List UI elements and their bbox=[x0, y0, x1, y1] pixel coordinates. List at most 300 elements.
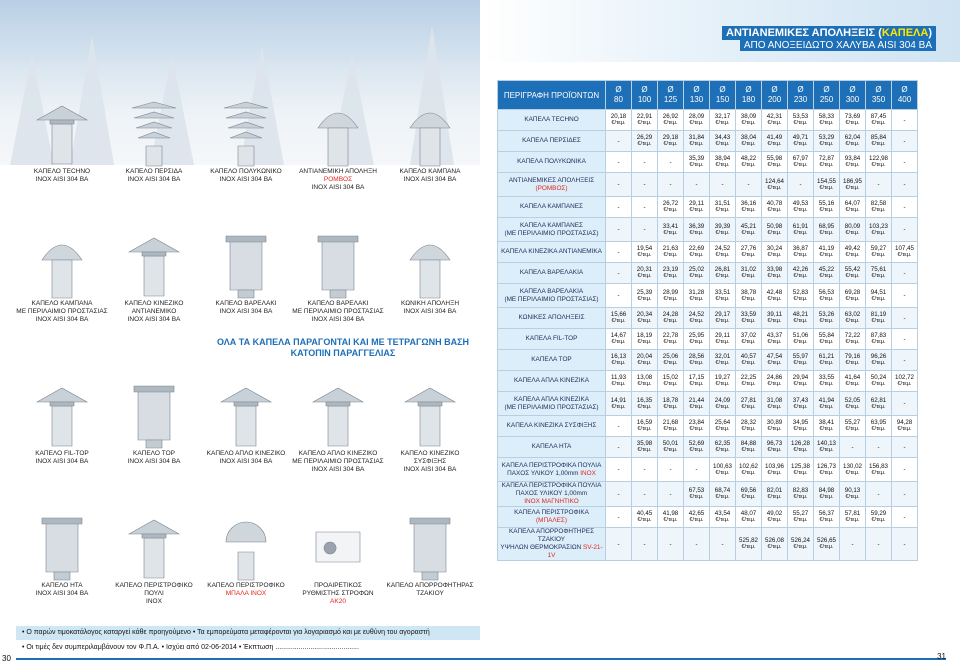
price-value: 53,29 bbox=[818, 134, 835, 141]
price-unit: €/τεμ. bbox=[793, 494, 808, 500]
price-unit: €/τεμ. bbox=[611, 120, 626, 126]
price-value: 64,07 bbox=[844, 200, 861, 207]
price-value: - bbox=[903, 513, 906, 521]
price-unit: €/τεμ. bbox=[741, 544, 756, 550]
price-unit: €/τεμ. bbox=[871, 339, 886, 345]
price-cell bbox=[866, 392, 892, 416]
price-cell bbox=[866, 507, 892, 528]
price-unit: €/τεμ. bbox=[767, 141, 782, 147]
price-unit: €/τεμ. bbox=[897, 426, 912, 432]
price-value: 52,83 bbox=[792, 288, 809, 296]
price-cell bbox=[866, 371, 892, 392]
product-image bbox=[124, 230, 184, 300]
price-cell bbox=[892, 458, 918, 482]
price-value: 22,69 bbox=[688, 245, 705, 252]
price-value: 55,27 bbox=[844, 419, 861, 426]
price-unit: €/τεμ. bbox=[741, 229, 756, 236]
price-value: 55,16 bbox=[818, 200, 835, 207]
price-cell bbox=[892, 218, 918, 242]
price-value: 49,42 bbox=[844, 245, 861, 252]
price-cell bbox=[788, 392, 814, 416]
price-unit: €/τεμ. bbox=[715, 229, 730, 236]
price-value: 32,17 bbox=[714, 113, 731, 120]
price-value: 103,23 bbox=[869, 222, 888, 230]
price-unit: €/τεμ. bbox=[871, 426, 886, 432]
price-cell bbox=[736, 392, 762, 416]
price-cell bbox=[892, 392, 918, 416]
price-value: 23,19 bbox=[662, 266, 679, 273]
price-value: 87,83 bbox=[870, 332, 887, 339]
price-value: 102,72 bbox=[895, 374, 914, 381]
price-cell bbox=[788, 350, 814, 371]
price-cell bbox=[684, 308, 710, 329]
price-value: 22,78 bbox=[662, 332, 679, 339]
price-value: 21,68 bbox=[662, 419, 679, 426]
price-value: 186,95 bbox=[843, 177, 862, 185]
price-cell bbox=[840, 152, 866, 173]
product-image bbox=[308, 512, 368, 582]
price-cell bbox=[632, 458, 658, 482]
price-value: - bbox=[617, 422, 620, 430]
product-image bbox=[124, 98, 184, 168]
price-value: - bbox=[643, 226, 646, 233]
price-cell bbox=[892, 197, 918, 218]
price-value: 11,93 bbox=[610, 374, 627, 381]
price-cell bbox=[606, 482, 632, 507]
price-cell bbox=[684, 416, 710, 437]
product-name-line-2: (ΜΕ ΠΕΡΙΛΑΙΜΙΟ ΠΡΟΣΤΑΣΙΑΣ) bbox=[504, 229, 599, 237]
diameter-symbol: Ø bbox=[615, 85, 622, 94]
price-unit: €/τεμ. bbox=[637, 252, 652, 258]
price-value: - bbox=[643, 181, 646, 188]
price-unit: €/τεμ. bbox=[819, 295, 834, 302]
price-value: - bbox=[903, 540, 906, 548]
price-unit: €/τεμ. bbox=[689, 360, 704, 366]
price-cell bbox=[762, 131, 788, 152]
price-value: - bbox=[643, 490, 646, 498]
price-unit: €/τεμ. bbox=[871, 318, 886, 324]
price-value: 13,08 bbox=[636, 374, 653, 381]
price-cell bbox=[606, 308, 632, 329]
price-value: 68,95 bbox=[818, 222, 835, 230]
price-value: 79,16 bbox=[844, 353, 861, 360]
price-cell bbox=[762, 350, 788, 371]
price-value: 20,04 bbox=[636, 353, 653, 360]
product-label: ΚΑΠΕΛΟ ΒΑΡΕΛΑΚΙ bbox=[307, 300, 369, 307]
price-cell bbox=[684, 263, 710, 284]
price-unit: €/τεμ. bbox=[689, 229, 704, 236]
price-unit: €/τεμ. bbox=[715, 273, 730, 279]
product-image bbox=[124, 380, 184, 450]
price-cell bbox=[814, 308, 840, 329]
price-unit: €/τεμ. bbox=[663, 273, 678, 279]
price-cell bbox=[632, 437, 658, 458]
price-value: - bbox=[617, 292, 620, 299]
price-value: 23,84 bbox=[688, 419, 705, 426]
price-value: 28,99 bbox=[662, 288, 679, 296]
price-cell bbox=[840, 242, 866, 263]
product-name-line-2: ΠΑΧΟΣ ΥΛΙΚΟΥ 1,00mm bbox=[515, 490, 588, 497]
price-value: 37,02 bbox=[740, 332, 757, 339]
price-unit: €/τεμ. bbox=[819, 252, 834, 258]
price-cell bbox=[866, 173, 892, 197]
price-value: 68,74 bbox=[714, 487, 731, 494]
price-cell bbox=[606, 416, 632, 437]
price-value: 22,25 bbox=[740, 374, 757, 381]
product-label-2: ΜΕ ΠΕΡΙΛΑΙΜΙΟ ΠΡΟΣΤΑΣΙΑΣ bbox=[292, 308, 384, 315]
price-value: 28,56 bbox=[688, 353, 705, 360]
price-cell bbox=[788, 263, 814, 284]
price-cell bbox=[814, 173, 840, 197]
price-value: 62,81 bbox=[870, 396, 887, 404]
product-name: ΚΑΠΕΛΑ ΒΑΡΕΛΑΚΙΑ bbox=[519, 269, 584, 276]
diameter-value: 130 bbox=[689, 95, 704, 104]
price-value: - bbox=[695, 540, 698, 548]
price-unit: €/τεμ. bbox=[663, 141, 678, 147]
price-cell bbox=[814, 528, 840, 561]
price-cell bbox=[840, 507, 866, 528]
diameter-value: 80 bbox=[614, 95, 623, 104]
price-value: 94,28 bbox=[896, 419, 913, 426]
price-value: 45,22 bbox=[818, 266, 835, 273]
price-value: 33,59 bbox=[740, 311, 757, 318]
price-value: 19,54 bbox=[636, 245, 653, 252]
product-name-cell bbox=[498, 110, 606, 131]
price-unit: €/τεμ. bbox=[767, 544, 782, 550]
price-cell bbox=[684, 329, 710, 350]
price-value: 38,78 bbox=[740, 288, 757, 296]
price-value: 50,98 bbox=[766, 222, 783, 230]
price-unit: €/τεμ. bbox=[793, 207, 808, 213]
price-value: 29,11 bbox=[714, 332, 731, 339]
price-unit: €/τεμ. bbox=[819, 120, 834, 126]
price-unit: €/τεμ. bbox=[767, 447, 782, 453]
price-cell bbox=[606, 392, 632, 416]
price-unit: €/τεμ. bbox=[767, 517, 782, 523]
column-header-diameter bbox=[710, 81, 736, 110]
diameter-value: 300 bbox=[845, 95, 860, 104]
price-value: 38,09 bbox=[740, 113, 757, 120]
title-highlight: ΚΑΠΕΛΑ bbox=[881, 27, 929, 39]
price-cell bbox=[736, 263, 762, 284]
price-value: 16,59 bbox=[636, 419, 653, 426]
price-value: 15,66 bbox=[610, 311, 627, 318]
price-unit: €/τεμ. bbox=[741, 273, 756, 279]
price-unit: €/τεμ. bbox=[715, 426, 730, 432]
price-cell bbox=[606, 437, 632, 458]
product-name-cell bbox=[498, 482, 606, 507]
price-unit: €/τεμ. bbox=[689, 339, 704, 345]
price-cell bbox=[710, 263, 736, 284]
price-unit: €/τεμ. bbox=[819, 162, 834, 168]
diameter-value: 150 bbox=[715, 95, 730, 104]
price-cell bbox=[684, 197, 710, 218]
price-value: - bbox=[617, 248, 620, 256]
price-cell bbox=[788, 482, 814, 507]
price-value: 61,21 bbox=[818, 353, 835, 360]
price-unit: €/τεμ. bbox=[871, 252, 886, 258]
price-value: 72,87 bbox=[818, 155, 835, 162]
price-unit: €/τεμ. bbox=[819, 360, 834, 366]
table-row bbox=[498, 308, 918, 329]
price-value: - bbox=[617, 226, 620, 233]
price-cell bbox=[892, 416, 918, 437]
price-cell bbox=[632, 263, 658, 284]
product-material: INOX AISI 304 BA bbox=[35, 590, 89, 597]
column-header-diameter bbox=[788, 81, 814, 110]
price-unit: €/τεμ. bbox=[611, 339, 626, 345]
product-item bbox=[290, 230, 386, 324]
price-cell bbox=[814, 218, 840, 242]
price-cell bbox=[736, 458, 762, 482]
product-label: ΚΑΠΕΛΟ ΑΠΟΡΡΟΦΗΤΗΡΑΣ bbox=[386, 582, 474, 589]
price-value: 25,95 bbox=[688, 332, 705, 339]
price-unit: €/τεμ. bbox=[845, 141, 860, 147]
price-cell bbox=[762, 284, 788, 308]
column-header-diameter bbox=[892, 81, 918, 110]
price-cell bbox=[632, 507, 658, 528]
price-cell bbox=[710, 458, 736, 482]
price-cell bbox=[710, 284, 736, 308]
price-unit: €/τεμ. bbox=[819, 273, 834, 279]
price-cell bbox=[840, 218, 866, 242]
bottom-rule bbox=[16, 658, 480, 660]
price-value: - bbox=[669, 466, 672, 473]
price-unit: €/τεμ. bbox=[637, 360, 652, 366]
price-unit: €/τεμ. bbox=[793, 517, 808, 523]
price-value: 47,54 bbox=[766, 353, 783, 360]
price-value: 41,94 bbox=[818, 396, 835, 404]
price-cell bbox=[710, 507, 736, 528]
price-cell bbox=[762, 242, 788, 263]
table-row bbox=[498, 392, 918, 416]
price-value: 39,11 bbox=[766, 311, 783, 318]
price-value: 26,92 bbox=[662, 113, 679, 120]
footer bbox=[0, 622, 480, 667]
product-name: ΑΝΤΙΑΝΕΜΙΚΕΣ ΑΠΟΛΗΞΕΙΣ bbox=[508, 176, 595, 184]
price-unit: €/τεμ. bbox=[819, 494, 834, 500]
table-row bbox=[498, 507, 918, 528]
product-name-line-2: (ΜΕ ΠΕΡΙΛΑΙΜΙΟ ΠΡΟΣΤΑΣΙΑΣ) bbox=[504, 295, 599, 303]
product-name: ΚΑΠΕΛΑ ΗΤΑ bbox=[531, 443, 572, 450]
price-cell bbox=[788, 152, 814, 173]
table-row bbox=[498, 152, 918, 173]
price-unit: €/τεμ. bbox=[637, 318, 652, 324]
price-unit: €/τεμ. bbox=[767, 252, 782, 258]
price-value: 69,56 bbox=[740, 487, 757, 494]
price-cell bbox=[762, 110, 788, 131]
price-unit: €/τεμ. bbox=[715, 381, 730, 387]
price-cell bbox=[866, 284, 892, 308]
product-name: ΚΑΠΕΛΑ ΑΠΛΑ ΚΙΝΕΖΙΚΑ bbox=[514, 395, 589, 403]
price-value: 40,45 bbox=[636, 510, 653, 517]
product-material: INOX AISI 304 BA bbox=[403, 308, 457, 315]
price-unit: €/τεμ. bbox=[845, 360, 860, 366]
diameter-symbol: Ø bbox=[771, 85, 778, 94]
price-cell bbox=[684, 284, 710, 308]
price-cell bbox=[658, 197, 684, 218]
price-value: 42,65 bbox=[688, 510, 705, 517]
price-unit: €/τεμ. bbox=[741, 494, 756, 500]
price-cell bbox=[788, 329, 814, 350]
price-value: 33,98 bbox=[766, 266, 783, 273]
price-cell bbox=[684, 131, 710, 152]
price-unit: €/τεμ. bbox=[689, 517, 704, 523]
price-cell bbox=[762, 392, 788, 416]
product-material: INOX AISI 304 BA bbox=[35, 176, 89, 183]
page-number: 31 bbox=[937, 652, 946, 661]
price-value: 21,44 bbox=[688, 396, 705, 404]
product-item bbox=[14, 230, 110, 324]
price-cell bbox=[788, 416, 814, 437]
price-cell bbox=[606, 458, 632, 482]
product-label-2: ΜΕ ΠΕΡΙΛΑΙΜΙΟ ΠΡΟΣΤΑΣΙΑΣ bbox=[292, 458, 384, 465]
price-value: 126,73 bbox=[817, 462, 836, 470]
product-label: ΚΑΠΕΛΟ ΠΕΡΙΣΤΡΟΦΙΚΟ bbox=[115, 582, 193, 589]
product-material: ΜΠΑΛΑ INOX bbox=[225, 590, 267, 597]
price-unit: €/τεμ. bbox=[871, 517, 886, 523]
price-value: 15,02 bbox=[662, 374, 679, 381]
price-cell bbox=[788, 242, 814, 263]
column-header-diameter bbox=[658, 81, 684, 110]
price-cell bbox=[684, 218, 710, 242]
price-cell bbox=[658, 110, 684, 131]
price-value: 29,94 bbox=[792, 374, 809, 381]
price-cell bbox=[684, 242, 710, 263]
product-material: INOX AISI 304 BA bbox=[311, 316, 365, 323]
price-value: 96,73 bbox=[766, 440, 783, 447]
product-item bbox=[14, 98, 110, 184]
price-unit: €/τεμ. bbox=[741, 207, 756, 213]
price-unit: €/τεμ. bbox=[793, 544, 808, 550]
product-material: INOX AISI 304 BA bbox=[311, 184, 365, 191]
price-unit: €/τεμ. bbox=[611, 360, 626, 366]
product-image bbox=[216, 98, 276, 168]
price-value: 62,35 bbox=[714, 440, 731, 447]
price-value: 36,16 bbox=[740, 200, 757, 207]
price-cell bbox=[606, 110, 632, 131]
price-cell bbox=[736, 329, 762, 350]
price-value: 126,28 bbox=[791, 440, 810, 447]
price-unit: €/τεμ. bbox=[715, 162, 730, 168]
price-cell bbox=[658, 482, 684, 507]
price-unit: €/τεμ. bbox=[871, 360, 886, 366]
title-suffix: ) bbox=[928, 27, 932, 39]
price-unit: €/τεμ. bbox=[845, 120, 860, 126]
price-cell bbox=[762, 437, 788, 458]
price-value: 41,98 bbox=[662, 510, 679, 517]
price-value: 25,06 bbox=[662, 353, 679, 360]
price-unit: €/τεμ. bbox=[715, 141, 730, 147]
price-cell bbox=[710, 392, 736, 416]
product-item bbox=[14, 512, 110, 598]
price-unit: €/τεμ. bbox=[845, 469, 860, 476]
price-table bbox=[497, 80, 918, 561]
product-name: ΚΩΝΙΚΕΣ ΑΠΟΛΗΞΕΙΣ bbox=[518, 314, 585, 321]
price-value: - bbox=[903, 158, 906, 166]
price-cell bbox=[658, 152, 684, 173]
page-title bbox=[722, 26, 936, 40]
product-label: ΚΑΠΕΛΟ ΠΕΡΙΣΤΡΟΦΙΚΟ bbox=[207, 582, 285, 589]
price-cell bbox=[684, 110, 710, 131]
price-cell bbox=[710, 242, 736, 263]
product-name-cell bbox=[498, 416, 606, 437]
price-value: 58,33 bbox=[818, 113, 835, 120]
price-cell bbox=[840, 416, 866, 437]
price-cell bbox=[866, 242, 892, 263]
price-unit: €/τεμ. bbox=[819, 426, 834, 432]
price-unit: €/τεμ. bbox=[871, 229, 886, 236]
price-value: 84,88 bbox=[740, 440, 757, 447]
price-cell bbox=[606, 197, 632, 218]
price-unit: €/τεμ. bbox=[793, 381, 808, 387]
price-cell bbox=[684, 152, 710, 173]
table-row bbox=[498, 242, 918, 263]
price-unit: €/τεμ. bbox=[871, 141, 886, 147]
price-value: 25,64 bbox=[714, 419, 731, 426]
price-cell bbox=[710, 371, 736, 392]
diameter-symbol: Ø bbox=[875, 85, 882, 94]
price-unit: €/τεμ. bbox=[663, 426, 678, 432]
price-value: 69,28 bbox=[844, 288, 861, 296]
price-cell bbox=[632, 284, 658, 308]
price-cell bbox=[788, 507, 814, 528]
price-cell bbox=[892, 437, 918, 458]
product-name-cell bbox=[498, 173, 606, 197]
column-header-diameter bbox=[606, 81, 632, 110]
price-value: - bbox=[799, 181, 802, 188]
product-image bbox=[32, 98, 92, 168]
price-value: - bbox=[643, 540, 646, 548]
product-name-cell bbox=[498, 152, 606, 173]
price-cell bbox=[710, 528, 736, 561]
price-cell bbox=[788, 528, 814, 561]
price-cell bbox=[892, 308, 918, 329]
price-value: 26,81 bbox=[714, 266, 731, 273]
product-item bbox=[382, 380, 478, 474]
price-unit: €/τεμ. bbox=[819, 141, 834, 147]
price-cell bbox=[866, 458, 892, 482]
price-value: - bbox=[695, 466, 698, 473]
product-material: INOX AISI 304 BA bbox=[403, 176, 457, 183]
price-cell bbox=[710, 482, 736, 507]
price-value: - bbox=[903, 356, 906, 364]
price-unit: €/τεμ. bbox=[689, 426, 704, 432]
product-name-cell bbox=[498, 263, 606, 284]
product-material: INOX AISI 304 BA bbox=[219, 458, 273, 465]
price-cell bbox=[606, 371, 632, 392]
price-cell bbox=[736, 242, 762, 263]
price-value: 35,98 bbox=[636, 440, 653, 447]
price-value: 51,06 bbox=[792, 332, 809, 339]
price-value: 90,13 bbox=[844, 487, 861, 494]
product-name: ΚΑΠΕΛΑ ΑΠΛΑ ΚΙΝΕΖΙΚΑ bbox=[514, 377, 589, 384]
price-value: - bbox=[877, 490, 880, 498]
price-value: 24,52 bbox=[714, 245, 731, 252]
price-unit: €/τεμ. bbox=[741, 162, 756, 168]
price-cell bbox=[788, 218, 814, 242]
price-cell bbox=[684, 437, 710, 458]
price-value: - bbox=[877, 443, 880, 451]
product-name-cell bbox=[498, 437, 606, 458]
price-unit: €/τεμ. bbox=[663, 447, 678, 453]
diameter-value: 180 bbox=[741, 95, 756, 104]
product-name-cell bbox=[498, 329, 606, 350]
price-value: 48,22 bbox=[740, 155, 757, 162]
price-cell bbox=[684, 173, 710, 197]
price-value: 41,19 bbox=[818, 245, 835, 252]
price-unit: €/τεμ. bbox=[689, 318, 704, 324]
